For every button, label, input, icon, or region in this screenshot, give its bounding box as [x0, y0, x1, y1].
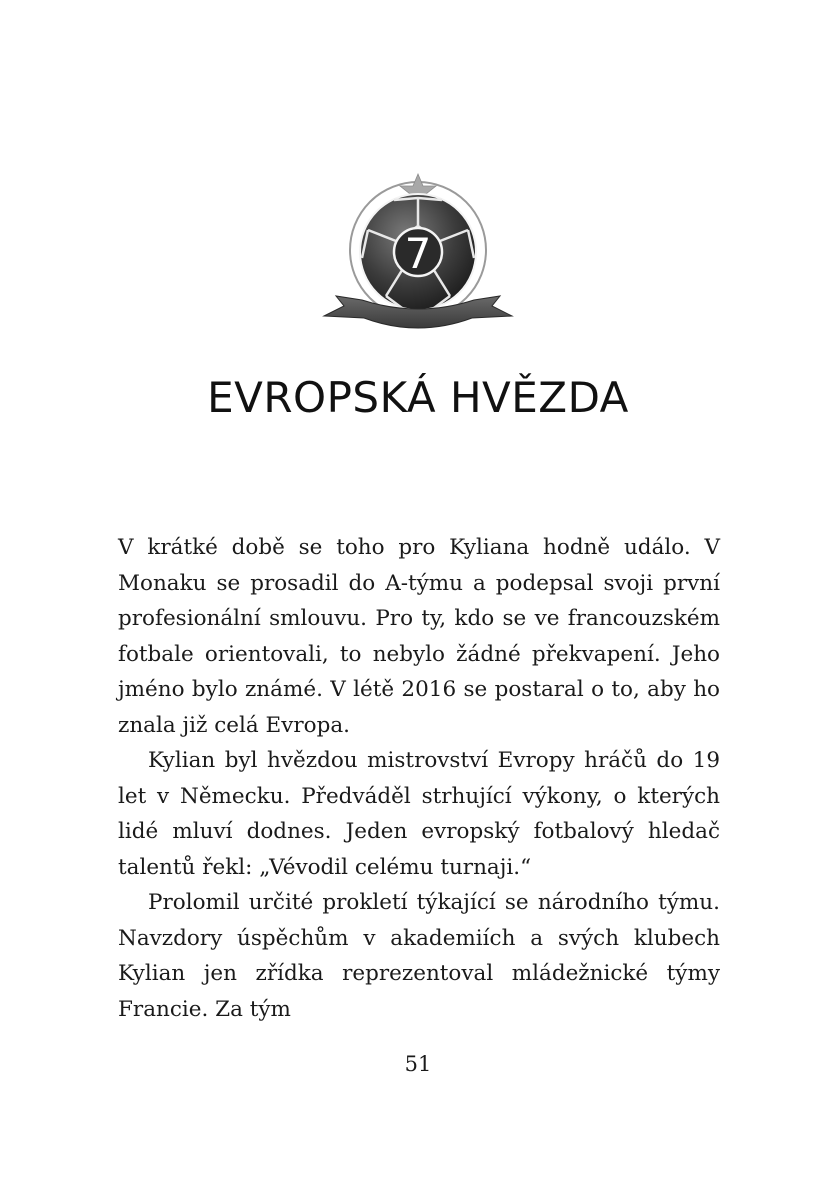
chapter-title: EVROPSKÁ HVĚZDA: [207, 373, 629, 422]
paragraph: Kylian byl hvězdou mistrovství Evropy hráčů do 19 let v Německu. Předváděl strhující výkony, o kterých lidé mluví dodnes. Jeden evropský fotbalový hledač talentů řekl: „Vévodil celému turnaji.“: [118, 748, 720, 880]
body-text: [118, 530, 720, 1027]
page-number: 51: [404, 1052, 432, 1076]
soccer-ball-badge-icon: [322, 168, 514, 348]
emblem-number: 7: [404, 229, 432, 278]
paragraph: Prolomil určité prokletí týkající se národního týmu. Navzdory úspěchům v akademiích a svých klubech Kylian jen zřídka reprezentoval mládežnické týmy Francie. Za tým: [118, 890, 720, 1022]
paragraph: V krátké době se toho pro Kyliana hodně událo. V Monaku se prosadil do A-týmu a podepsal svoji první profesionální smlouvu. Pro ty, kdo se ve francouzském fotbale orientovali, to nebylo žádné překvapení. Jeho jméno bylo známé. V létě 2016 se postaral o to, aby ho znala již celá Evropa.: [118, 535, 720, 738]
